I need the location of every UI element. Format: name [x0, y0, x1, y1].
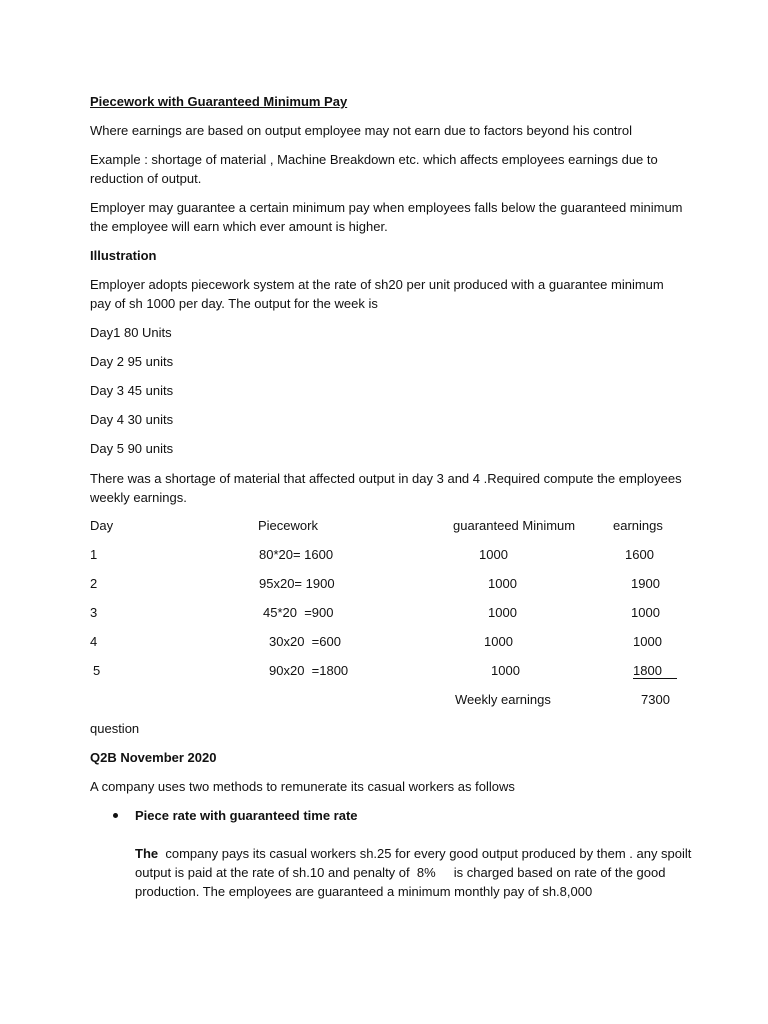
paragraph: the employee will earn which ever amount is higher. — [90, 219, 388, 234]
paragraph: production. The employees are guaranteed a minimum monthly pay of sh.8,000 — [135, 884, 593, 899]
table-cell: 1800 — [633, 663, 677, 679]
table-cell: 1000 — [488, 605, 517, 620]
table-cell: 1600 — [625, 547, 654, 562]
table-cell: 1000 — [491, 663, 520, 678]
table-cell: 1000 — [633, 634, 662, 649]
table-cell: 30x20 =600 — [269, 634, 341, 649]
total-label: Weekly earnings — [455, 692, 551, 707]
table-cell: 1000 — [488, 576, 517, 591]
paragraph-text: company pays its casual workers sh.25 for every good output produced by them . any spoilt — [158, 846, 692, 861]
paragraph: A company uses two methods to remunerate its casual workers as follows — [90, 779, 515, 794]
day-line: Day 4 30 units — [90, 412, 174, 427]
bullet-icon — [113, 813, 118, 818]
paragraph: reduction of output. — [90, 171, 202, 186]
table-cell: 1000 — [631, 605, 660, 620]
paragraph: Employer may guarantee a certain minimum pay when employees falls below the guaranteed minimum — [90, 200, 683, 215]
day-line: Day1 80 Units — [90, 325, 172, 340]
day-line: Day 5 90 units — [90, 441, 174, 456]
table-header: guaranteed Minimum — [453, 518, 576, 533]
table-header: earnings — [613, 518, 663, 533]
bold-word: The — [135, 846, 159, 861]
total-value: 7300 — [641, 692, 670, 707]
paragraph: Employer adopts piecework system at the rate of sh20 per unit produced with a guarantee minimum — [90, 277, 664, 292]
table-cell: 1 — [90, 547, 98, 562]
table-cell: 2 — [90, 576, 98, 591]
table-cell: 90x20 =1800 — [269, 663, 349, 678]
day-line: Day 2 95 units — [90, 354, 174, 369]
table-cell: 80*20= 1600 — [259, 547, 334, 562]
table-cell: 5 — [93, 663, 101, 678]
paragraph: output is paid at the rate of sh.10 and penalty of 8% is charged based on rate of the good — [135, 865, 666, 880]
table-cell: 45*20 =900 — [263, 605, 334, 620]
table-cell: 95x20= 1900 — [259, 576, 335, 591]
paragraph: Example : shortage of material , Machine Breakdown etc. which affects employees earnings due to — [90, 152, 658, 167]
table-cell: 1000 — [484, 634, 513, 649]
table-cell: 1000 — [479, 547, 508, 562]
day-line: Day 3 45 units — [90, 383, 174, 398]
table-header: Day — [90, 518, 114, 533]
table-header: Piecework — [258, 518, 318, 533]
page-title: Piecework with Guaranteed Minimum Pay — [90, 94, 348, 109]
list-item: Piece rate with guaranteed time rate — [135, 808, 358, 823]
paragraph — [135, 846, 691, 862]
paragraph: question — [90, 721, 140, 736]
paragraph: weekly earnings. — [90, 490, 187, 505]
paragraph: There was a shortage of material that affected output in day 3 and 4 .Required compute the employees — [90, 471, 682, 486]
section-heading: Q2B November 2020 — [90, 750, 217, 765]
paragraph: Where earnings are based on output employee may not earn due to factors beyond his control — [90, 123, 632, 138]
paragraph: pay of sh 1000 per day. The output for the week is — [90, 296, 378, 311]
table-cell: 3 — [90, 605, 98, 620]
section-heading: Illustration — [90, 248, 157, 263]
table-cell: 4 — [90, 634, 98, 649]
table-cell: 1900 — [631, 576, 660, 591]
